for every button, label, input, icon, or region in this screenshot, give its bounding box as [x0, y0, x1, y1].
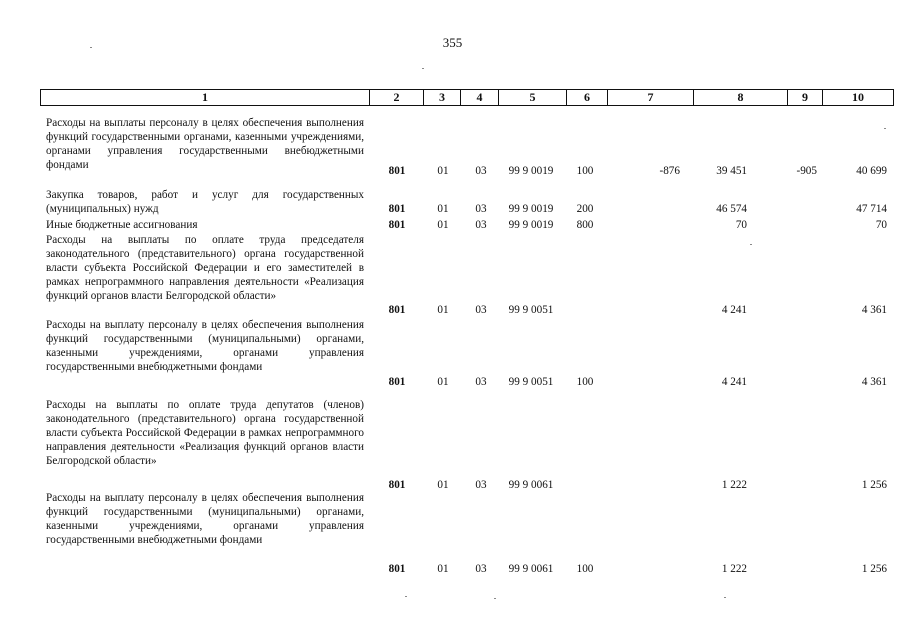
row-col-8: 1 222 — [721, 563, 747, 575]
row-col-7: -876 — [659, 165, 680, 177]
row-col-4: 03 — [475, 376, 487, 388]
row-col-3: 01 — [437, 219, 449, 231]
row-col-6: 200 — [576, 203, 594, 215]
row-code: 801 — [388, 563, 406, 575]
row-code: 801 — [388, 219, 406, 231]
scan-speck — [90, 47, 92, 48]
row-col-3: 01 — [437, 203, 449, 215]
row-col-10: 40 699 — [856, 165, 887, 177]
row-col-4: 03 — [475, 165, 487, 177]
row-col-5: 99 9 0019 — [508, 219, 554, 231]
row-col-4: 03 — [475, 563, 487, 575]
row-col-8: 39 451 — [716, 165, 747, 177]
row-code: 801 — [388, 165, 406, 177]
row-col-9: -905 — [796, 165, 817, 177]
row-code: 801 — [388, 304, 406, 316]
header-col-3: 3 — [424, 90, 461, 105]
row-code: 801 — [388, 479, 406, 491]
header-col-8: 8 — [694, 90, 788, 105]
header-col-2: 2 — [370, 90, 424, 105]
row-description: Расходы на выплаты по оплате труда председателя законодательного (представительного) органа государственной власти субъекта Российской Федерации и его заместителей в рамках непрограммного направления деятельности «Реализация функций органов власти Белгородской области» — [46, 234, 364, 302]
row-col-10: 1 256 — [861, 563, 887, 575]
row-col-5: 99 9 0061 — [508, 563, 554, 575]
row-col-4: 03 — [475, 479, 487, 491]
scan-speck — [724, 597, 726, 598]
row-col-5: 99 9 0051 — [508, 376, 554, 388]
row-col-3: 01 — [437, 479, 449, 491]
row-col-10: 47 714 — [856, 203, 887, 215]
row-description: Закупка товаров, работ и услуг для государственных (муниципальных) нужд — [46, 189, 364, 215]
scan-speck — [750, 244, 752, 245]
header-col-5: 5 — [499, 90, 567, 105]
row-description: Расходы на выплату персоналу в целях обеспечения выполнения функций государственными (муниципальными) органами, казенными учреждениями, органами управления государственными внебюджетными фондами — [46, 319, 364, 373]
row-col-8: 4 241 — [721, 376, 747, 388]
scan-speck — [405, 596, 407, 597]
row-col-3: 01 — [437, 165, 449, 177]
row-col-6: 800 — [576, 219, 594, 231]
row-col-10: 4 361 — [861, 376, 887, 388]
row-description: Расходы на выплату персоналу в целях обеспечения выполнения функций государственными (муниципальными) органами, казенными учреждениями, органами управления государственными внебюджетными фондами — [46, 492, 364, 546]
scan-speck — [422, 68, 424, 69]
row-col-5: 99 9 0019 — [508, 203, 554, 215]
row-col-8: 70 — [735, 219, 747, 231]
page-number: 355 — [442, 35, 463, 50]
row-col-4: 03 — [475, 219, 487, 231]
row-code: 801 — [388, 376, 406, 388]
row-col-10: 4 361 — [861, 304, 887, 316]
row-description: Расходы на выплаты персоналу в целях обеспечения выполнения функций государственными органами, казенными учреждениями, органами управления государственными внебюджетными фондами — [46, 117, 364, 171]
row-col-8: 4 241 — [721, 304, 747, 316]
header-col-9: 9 — [788, 90, 823, 105]
row-col-5: 99 9 0051 — [508, 304, 554, 316]
row-col-8: 1 222 — [721, 479, 747, 491]
header-col-10: 10 — [852, 90, 864, 104]
row-col-10: 1 256 — [861, 479, 887, 491]
header-col-1: 1 — [41, 90, 370, 105]
header-col-6: 6 — [567, 90, 608, 105]
row-description: Иные бюджетные ассигнования — [46, 219, 198, 231]
row-code: 801 — [388, 203, 406, 215]
row-col-4: 03 — [475, 304, 487, 316]
row-description: Расходы на выплаты по оплате труда депутатов (членов) законодательного (представительного) органа государственной власти субъекта Российской Федерации в рамках непрограммного направления деятельности «Реализация функций органов власти Белгородской области» — [46, 399, 364, 467]
row-col-3: 01 — [437, 304, 449, 316]
header-col-4: 4 — [461, 90, 499, 105]
row-col-10: 70 — [875, 219, 887, 231]
scan-speck — [884, 128, 886, 129]
scan-speck — [494, 598, 496, 599]
row-col-6: 100 — [576, 563, 594, 575]
header-col-7: 7 — [608, 90, 694, 105]
row-col-5: 99 9 0019 — [508, 165, 554, 177]
row-col-5: 99 9 0061 — [508, 479, 554, 491]
row-col-3: 01 — [437, 563, 449, 575]
row-col-4: 03 — [475, 203, 487, 215]
row-col-8: 46 574 — [716, 203, 747, 215]
row-col-6: 100 — [576, 165, 594, 177]
row-col-3: 01 — [437, 376, 449, 388]
row-col-6: 100 — [576, 376, 594, 388]
